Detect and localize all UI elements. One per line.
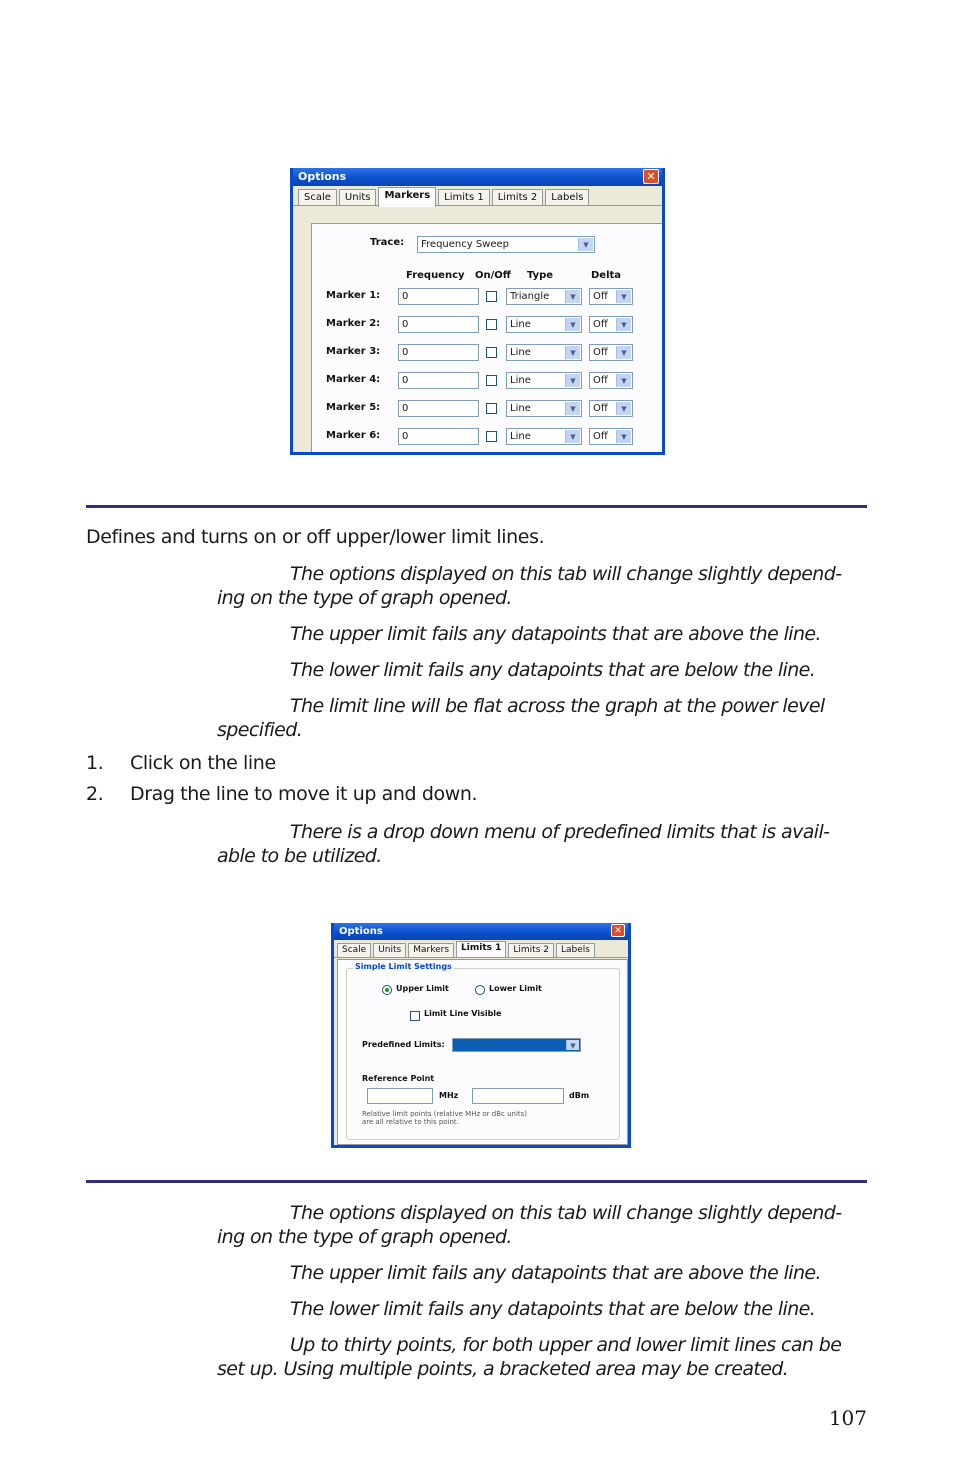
chevron-down-icon: ▼ bbox=[565, 374, 580, 387]
marker-type-dropdown[interactable] bbox=[506, 400, 582, 417]
reference-point-label: Reference Point bbox=[362, 1074, 435, 1083]
marker-delta-value: Off bbox=[593, 403, 608, 414]
marker-type-dropdown[interactable] bbox=[506, 316, 582, 333]
limit-visible-checkbox[interactable] bbox=[410, 1011, 420, 1021]
marker-type-value: Line bbox=[510, 347, 531, 358]
tab-units[interactable]: Units bbox=[339, 189, 377, 205]
marker-type-value: Line bbox=[510, 375, 531, 386]
tab-limits-1[interactable]: Limits 1 bbox=[456, 941, 506, 957]
marker-frequency-input[interactable]: 0 bbox=[398, 316, 479, 333]
note-1: The options displayed on this tab will change slightly depend- ing on the type of graph opened. bbox=[217, 563, 842, 609]
hint-line-1: Relative limit points (relative MHz or dBc units) bbox=[362, 1110, 528, 1118]
marker-frequency-input[interactable]: 0 bbox=[398, 428, 479, 445]
predefined-limits-label: Predefined Limits: bbox=[362, 1040, 445, 1049]
reference-dbm-input[interactable] bbox=[472, 1088, 564, 1104]
chevron-down-icon: ▼ bbox=[578, 238, 593, 251]
tab-limits-2[interactable]: Limits 2 bbox=[492, 189, 544, 205]
marker-frequency-input[interactable]: 0 bbox=[398, 372, 479, 389]
hint-line-2: are all relative to this point. bbox=[362, 1118, 459, 1126]
marker-delta-dropdown[interactable] bbox=[589, 344, 633, 361]
note-3: The lower limit fails any datapoints that are below the line. bbox=[290, 659, 816, 681]
marker-onoff-checkbox[interactable] bbox=[486, 431, 497, 442]
tab-limits-1[interactable]: Limits 1 bbox=[438, 189, 490, 205]
trace-dropdown[interactable] bbox=[417, 236, 595, 253]
chevron-down-icon: ▼ bbox=[565, 318, 580, 331]
chevron-down-icon: ▼ bbox=[616, 402, 631, 415]
chevron-down-icon: ▼ bbox=[565, 290, 580, 303]
step-1: 1. Click on the line bbox=[86, 752, 276, 774]
marker-frequency-input[interactable]: 0 bbox=[398, 344, 479, 361]
marker-delta-value: Off bbox=[593, 347, 608, 358]
column-onoff: On/Off bbox=[475, 270, 511, 281]
chevron-down-icon: ▼ bbox=[616, 318, 631, 331]
column-type: Type bbox=[527, 270, 554, 281]
note-5: The options displayed on this tab will change slightly depend- ing on the type of graph opened. bbox=[217, 1202, 842, 1248]
tab-units[interactable]: Units bbox=[373, 943, 406, 957]
marker-type-dropdown[interactable] bbox=[506, 428, 582, 445]
marker-delta-value: Off bbox=[593, 375, 608, 386]
chevron-down-icon: ▼ bbox=[616, 290, 631, 303]
tab-limits-2[interactable]: Limits 2 bbox=[508, 943, 554, 957]
chevron-down-icon: ▼ bbox=[616, 430, 631, 443]
tab-labels[interactable]: Labels bbox=[545, 189, 589, 205]
note-2: The upper limit fails any datapoints that are above the line. bbox=[290, 623, 821, 645]
note-4: The limit line will be flat across the graph at the power level specified. bbox=[217, 695, 825, 741]
column-frequency: Frequency bbox=[406, 270, 465, 281]
tab-scale[interactable]: Scale bbox=[337, 943, 371, 957]
options-dialog-markers bbox=[290, 168, 665, 455]
marker-label: Marker 1: bbox=[326, 290, 381, 301]
marker-label: Marker 5: bbox=[326, 402, 381, 413]
limits-panel bbox=[337, 959, 628, 1145]
section-rule-2 bbox=[86, 1180, 867, 1183]
chevron-down-icon: ▼ bbox=[566, 1040, 579, 1050]
step-2: 2. Drag the line to move it up and down. bbox=[86, 783, 478, 805]
marker-type-dropdown[interactable] bbox=[506, 288, 582, 305]
dbm-unit: dBm bbox=[569, 1091, 590, 1100]
limit-visible-label: Limit Line Visible bbox=[424, 1009, 502, 1018]
marker-type-value: Line bbox=[510, 431, 531, 442]
upper-limit-radio[interactable] bbox=[382, 985, 392, 995]
marker-onoff-checkbox[interactable] bbox=[486, 291, 497, 302]
note-8: Up to thirty points, for both upper and lower limit lines can be set up. Using multiple points, a bracketed area may be created. bbox=[217, 1334, 842, 1380]
marker-type-value: Triangle bbox=[510, 291, 550, 302]
dialog-titlebar bbox=[334, 923, 628, 940]
trace-label: Trace: bbox=[370, 237, 405, 248]
chevron-down-icon: ▼ bbox=[616, 374, 631, 387]
tab-strip bbox=[293, 186, 662, 206]
column-delta: Delta bbox=[591, 270, 622, 281]
tab-strip bbox=[334, 940, 628, 958]
dialog-title: Options bbox=[339, 926, 383, 937]
marker-type-dropdown[interactable] bbox=[506, 344, 582, 361]
options-dialog-limits bbox=[331, 923, 631, 1148]
tab-scale[interactable]: Scale bbox=[298, 189, 337, 205]
marker-delta-value: Off bbox=[593, 431, 608, 442]
chevron-down-icon: ▼ bbox=[565, 402, 580, 415]
marker-delta-value: Off bbox=[593, 291, 608, 302]
marker-label: Marker 4: bbox=[326, 374, 381, 385]
marker-delta-dropdown[interactable] bbox=[589, 400, 633, 417]
dialog-titlebar bbox=[293, 168, 662, 186]
trace-value: Frequency Sweep bbox=[421, 239, 510, 250]
marker-delta-dropdown[interactable] bbox=[589, 372, 633, 389]
chevron-down-icon: ▼ bbox=[616, 346, 631, 359]
tab-markers[interactable]: Markers bbox=[378, 187, 436, 207]
dialog-title: Options bbox=[298, 170, 347, 183]
note-dropdown: There is a drop down menu of predefined limits that is avail- able to be utilized. bbox=[217, 821, 830, 867]
marker-delta-dropdown[interactable] bbox=[589, 316, 633, 333]
marker-type-value: Line bbox=[510, 403, 531, 414]
page-number: 107 bbox=[828, 1406, 867, 1430]
marker-onoff-checkbox[interactable] bbox=[486, 403, 497, 414]
marker-frequency-input[interactable]: 0 bbox=[398, 400, 479, 417]
reference-mhz-input[interactable] bbox=[367, 1088, 433, 1104]
close-icon[interactable]: ✕ bbox=[643, 169, 659, 184]
marker-type-dropdown[interactable] bbox=[506, 372, 582, 389]
marker-label: Marker 3: bbox=[326, 346, 381, 357]
intro-text: Defines and turns on or off upper/lower limit lines. bbox=[86, 526, 545, 548]
lower-limit-radio[interactable] bbox=[475, 985, 485, 995]
group-title: Simple Limit Settings bbox=[355, 962, 452, 971]
marker-delta-dropdown[interactable] bbox=[589, 428, 633, 445]
tab-markers[interactable]: Markers bbox=[408, 943, 454, 957]
predefined-limits-dropdown[interactable] bbox=[452, 1038, 581, 1052]
marker-onoff-checkbox[interactable] bbox=[486, 347, 497, 358]
tab-labels[interactable]: Labels bbox=[556, 943, 595, 957]
lower-limit-label: Lower Limit bbox=[489, 984, 542, 993]
marker-label: Marker 2: bbox=[326, 318, 381, 329]
mhz-unit: MHz bbox=[439, 1091, 459, 1100]
marker-type-value: Line bbox=[510, 319, 531, 330]
close-icon[interactable]: ✕ bbox=[611, 924, 625, 937]
marker-onoff-checkbox[interactable] bbox=[486, 375, 497, 386]
section-rule-1 bbox=[86, 505, 867, 508]
note-7: The lower limit fails any datapoints that are below the line. bbox=[290, 1298, 816, 1320]
note-6: The upper limit fails any datapoints that are above the line. bbox=[290, 1262, 821, 1284]
marker-label: Marker 6: bbox=[326, 430, 381, 441]
marker-delta-value: Off bbox=[593, 319, 608, 330]
marker-delta-dropdown[interactable] bbox=[589, 288, 633, 305]
chevron-down-icon: ▼ bbox=[565, 346, 580, 359]
upper-limit-label: Upper Limit bbox=[396, 984, 449, 993]
markers-panel bbox=[311, 223, 663, 455]
chevron-down-icon: ▼ bbox=[565, 430, 580, 443]
marker-onoff-checkbox[interactable] bbox=[486, 319, 497, 330]
marker-frequency-input[interactable]: 0 bbox=[398, 288, 479, 305]
